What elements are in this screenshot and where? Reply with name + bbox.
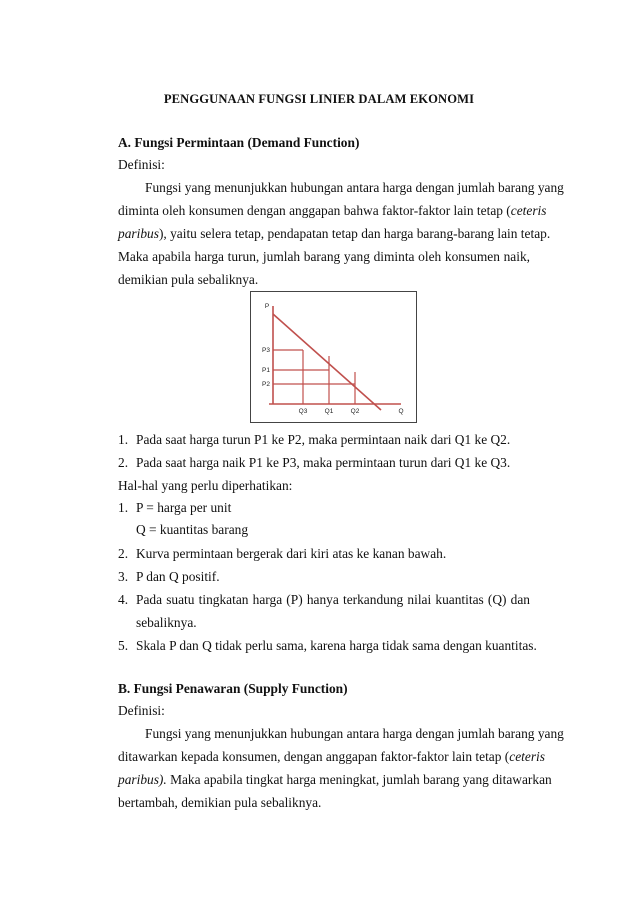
x-tick-q3: Q3 <box>298 408 308 415</box>
section-a-para-line-4: Maka apabila harga turun, jumlah barang yang diminta oleh konsumen naik, <box>118 249 530 264</box>
note-2-text: Kurva permintaan bergerak dari kiri atas ke kanan bawah. <box>136 546 447 561</box>
p-axis-label: P <box>264 303 270 310</box>
section-b-para-line-1: Fungsi yang menunjukkan hubungan antara harga dengan jumlah barang yang <box>145 726 564 741</box>
section-a-para-line-3: paribus), yaitu selera tetap, pendapatan tetap dan harga barang-barang lain tetap. <box>118 226 551 241</box>
demand-curve-svg <box>251 292 416 422</box>
point-1-num: 1. <box>118 432 129 447</box>
section-a-para-line-5: demikian pula sebaliknya. <box>118 272 259 287</box>
demand-curve-line <box>273 314 381 410</box>
demand-curve-chart <box>250 291 417 423</box>
section-a-para-line-2: diminta oleh konsumen dengan anggapan bahwa faktor-faktor lain tetap (ceteris <box>118 203 547 218</box>
note-2-num: 2. <box>118 546 129 561</box>
section-b-definisi: Definisi: <box>118 703 165 718</box>
note-5-text: Skala P dan Q tidak perlu sama, karena harga tidak sama dengan kuantitas. <box>136 638 537 653</box>
note-4b-text: sebaliknya. <box>136 615 197 630</box>
y-tick-p3: P3 <box>262 347 270 354</box>
y-tick-p1: P1 <box>262 367 270 374</box>
note-1-text: P = harga per unit <box>136 500 232 515</box>
point-2-text: Pada saat harga naik P1 ke P3, maka permintaan turun dari Q1 ke Q3. <box>136 455 511 470</box>
hal-heading: Hal-hal yang perlu diperhatikan: <box>118 478 293 493</box>
note-4-text: Pada suatu tingkatan harga (P) hanya terkandung nilai kuantitas (Q) dan <box>136 592 530 607</box>
section-a-definisi: Definisi: <box>118 157 165 172</box>
x-tick-q1: Q1 <box>324 408 334 415</box>
q-axis-label: Q <box>398 408 404 415</box>
y-tick-p2: P2 <box>262 381 270 388</box>
point-2-num: 2. <box>118 455 129 470</box>
note-5-num: 5. <box>118 638 129 653</box>
note-3-num: 3. <box>118 569 129 584</box>
note-1b-text: Q = kuantitas barang <box>136 522 249 537</box>
x-tick-q2: Q2 <box>350 408 360 415</box>
note-3-text: P dan Q positif. <box>136 569 220 584</box>
section-b-para-line-2: ditawarkan kepada konsumen, dengan anggapan faktor-faktor lain tetap (ceteris <box>118 749 545 764</box>
section-a-heading: A. Fungsi Permintaan (Demand Function) <box>118 135 360 150</box>
section-b-para-line-3: paribus). Maka apabila tingkat harga meningkat, jumlah barang yang ditawarkan <box>118 772 552 787</box>
section-b-heading: B. Fungsi Penawaran (Supply Function) <box>118 681 348 696</box>
note-4-num: 4. <box>118 592 129 607</box>
note-1-num: 1. <box>118 500 129 515</box>
page-title: PENGGUNAAN FUNGSI LINIER DALAM EKONOMI <box>163 92 475 106</box>
section-a-para-line-1: Fungsi yang menunjukkan hubungan antara harga dengan jumlah barang yang <box>145 180 564 195</box>
section-b-para-line-4: bertambah, demikian pula sebaliknya. <box>118 795 322 810</box>
point-1-text: Pada saat harga turun P1 ke P2, maka permintaan naik dari Q1 ke Q2. <box>136 432 511 447</box>
